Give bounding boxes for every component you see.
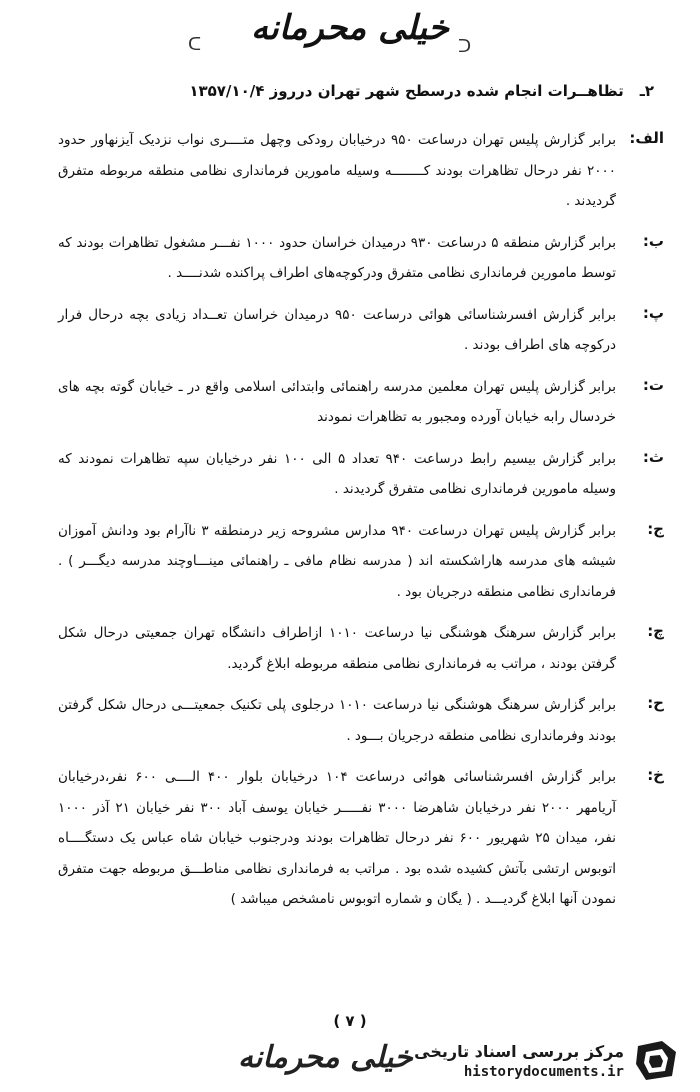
item-text: برابر گزارش پلیس تهران درساعت ۹۵۰ درخیابان رودکی وچهل متــــری نواب نزدیک آیزنهاور حدود ۲۰۰۰ نفر درحال تظاهرات بودند کــــــــه وسیله مامورین فرمانداری نظامی منطقه مربوطه متفرق گردیدند . [58, 132, 616, 209]
archive-logo-icon [632, 1038, 682, 1084]
item-letter: الف: [629, 129, 664, 147]
section-title: تظاهــرات انجام شده درسطح شهر تهران درروز ۱۳۵۷/۱۰/۴ [189, 82, 624, 100]
page-number: ( ۷ ) [333, 1012, 367, 1030]
item-text: برابر گزارش پلیس تهران درساعت ۹۴۰ مدارس مشروحه زیر درمنطقه ۳ ناآرام بود ودانش آموزان شیشه های مدرسه هاراشکسته اند ( مدرسه نظام مافی ـ راهنمائی مینـــاوچند مدرسه دیگـــر ) . فرمانداری نظامی منطقه درجریان بود . [58, 522, 616, 600]
watermark-title: مرکز بررسی اسناد تاریخی [414, 1042, 624, 1061]
stamp-swirl-right: ᑐ [458, 36, 472, 57]
classification-stamp-top: خیلی محرمانه [251, 8, 449, 48]
report-item [58, 125, 664, 217]
item-text: برابر گزارش سرهنگ هوشنگی نیا درساعت ۱۰۱۰ ازاطراف دانشگاه تهران جمعیتی درحال شکل گرفتن بودند ، مراتب به فرمانداری نظامی منطقه مربوطه ابلاغ گردید. [58, 625, 616, 672]
report-item [58, 372, 664, 433]
report-item [58, 762, 664, 915]
report-item [58, 228, 664, 289]
item-text: برابر گزارش سرهنگ هوشنگی نیا درساعت ۱۰۱۰ درجلوی پلی تکنیک جمعیتـــی درحال شکل گرفتن بودند وفرمانداری نظامی منطقه درجریان بـــود . [58, 697, 616, 744]
item-letter: ح: [647, 694, 664, 712]
report-item [58, 690, 664, 751]
section-number: ۲ـ [639, 82, 654, 100]
stamp-swirl-left: ᑕ [188, 34, 202, 55]
item-letter: ث: [642, 447, 664, 466]
report-item [58, 300, 664, 361]
watermark-url[interactable]: historydocuments.ir [463, 1064, 624, 1080]
item-letter: پ: [642, 303, 664, 322]
section-heading [140, 82, 654, 100]
classification-stamp-bottom: خیلی محرمانه [238, 1040, 413, 1075]
report-item [58, 618, 664, 679]
item-letter: ب: [642, 231, 664, 250]
item-text: برابر گزارش پلیس تهران معلمین مدرسه راهنمائی وابتدائی اسلامی واقع در ـ خیابان گوته بچه های خردسال رابه خیابان آورده ومجبور به تظاهرات نمودند [58, 378, 616, 425]
report-item [58, 444, 664, 505]
item-text: برابر گزارش بیسیم رابط درساعت ۹۴۰ تعداد ۵ الی ۱۰۰ نفر درخیابان سپه تظاهرات نمودند که وسیله مامورین فرمانداری نظامی متفرق گردیدند . [58, 450, 616, 497]
report-items [58, 125, 664, 926]
item-letter: ج: [647, 519, 664, 538]
item-letter: ت: [642, 375, 664, 394]
item-text: برابر گزارش افسرشناسائی هوائی درساعت ۱۰۴ درخیابان بلوار ۴۰۰ الــــی ۶۰۰ نفر،درخیابان آریامهر ۲۰۰۰ نفر درخیابان شاهرضا ۳۰۰۰ نفـــــر خیابان یوسف آباد ۳۰۰ نفر خیابان ۲۱ آذر ۱۰۰۰ نفر، میدان ۲۵ شهریور ۶۰۰ نفر درحال تظاهرات بودند ودرجنوب خیابان شاه عباس یک دستگــــاه اتوبوس ارتشی بآتش کشیده شده بود . مراتب به فرمانداری نظامی مناطـــق مربوطه جهت متفرق نمودن آنها ابلاغ گردیـــد . ( یگان و شماره اتوبوس نامشخص میباشد ) [58, 769, 616, 907]
item-letter: چ: [647, 622, 664, 640]
report-item [58, 516, 664, 608]
item-text: برابر گزارش افسرشناسائی هوائی درساعت ۹۵۰ درمیدان خراسان تعــداد زیادی بچه درحال فرار درکوچه های اطراف بودند . [58, 306, 616, 353]
item-letter: خ: [647, 766, 664, 784]
item-text: برابر گزارش منطقه ۵ درساعت ۹۳۰ درمیدان خراسان حدود ۱۰۰۰ نفـــر مشغول تظاهرات بودند که توسط مامورین فرمانداری نظامی متفرق ودرکوچه‌های اطراف پراکنده شدنــــد . [58, 234, 616, 281]
